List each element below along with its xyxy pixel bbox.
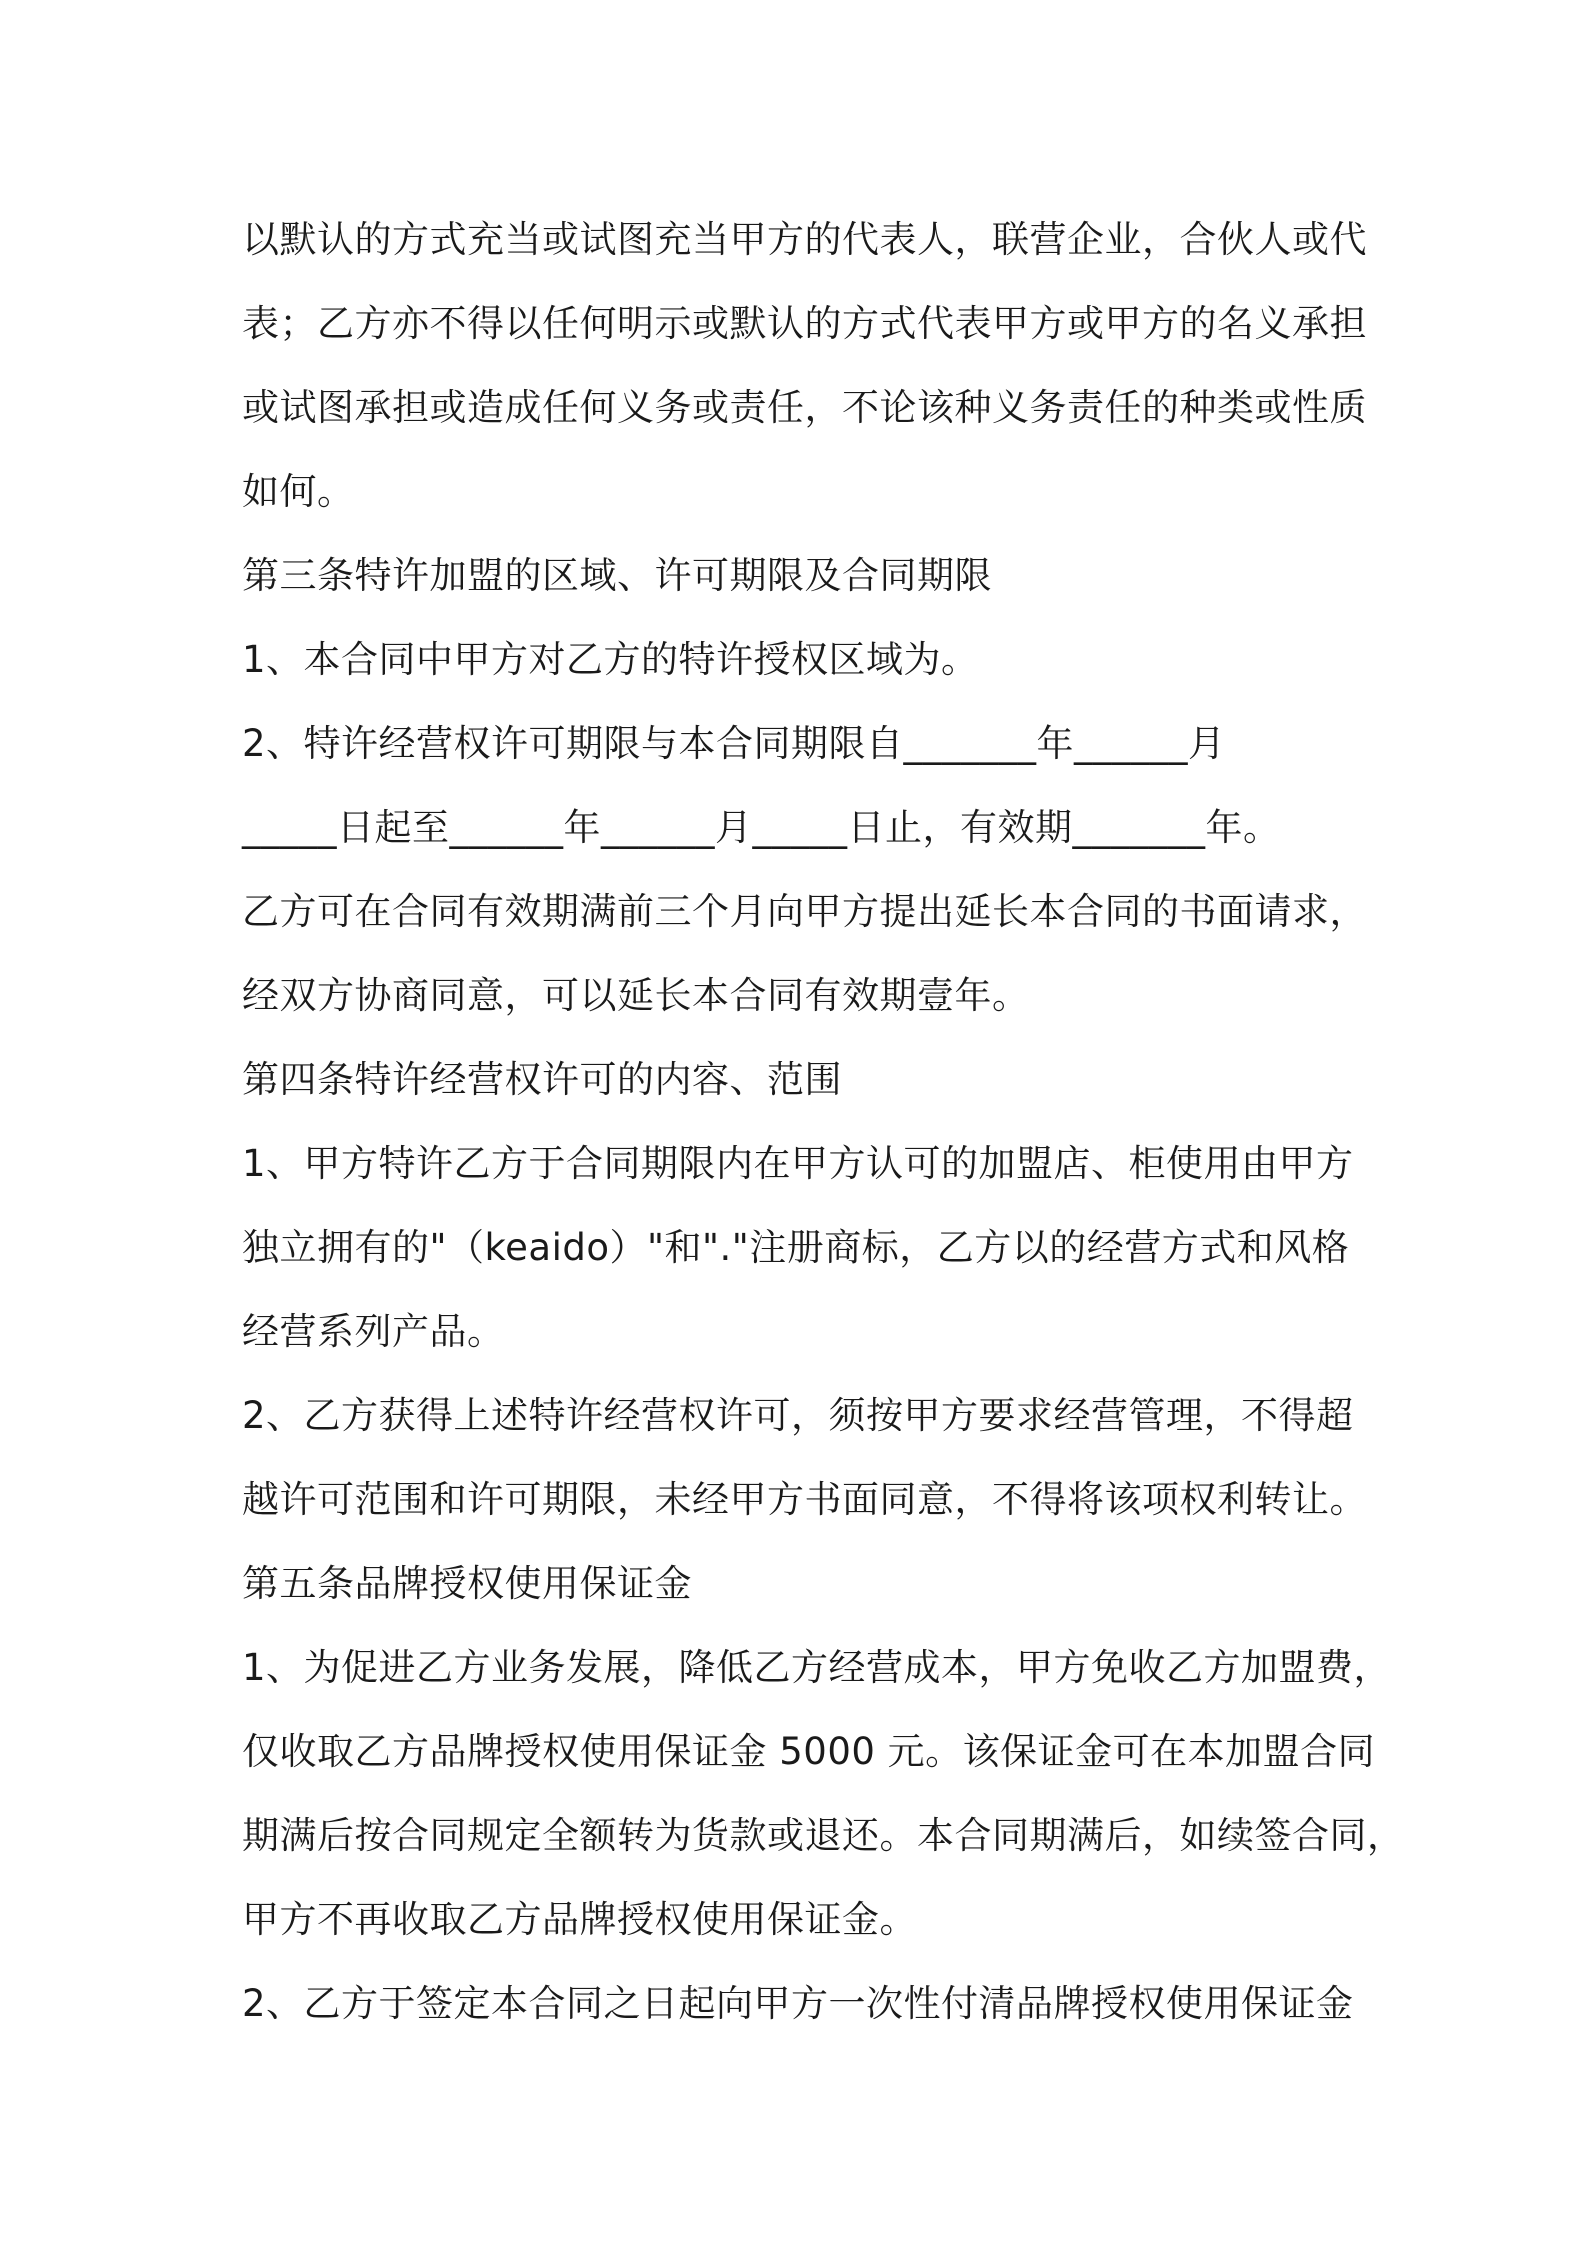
text-line: 如何。: [242, 470, 355, 513]
text-line: 仅收取乙方品牌授权使用保证金 5000 元。该保证金可在本加盟合同: [242, 1730, 1376, 1773]
text-line: 1、本合同中甲方对乙方的特许授权区域为。: [242, 638, 979, 681]
text-line: 甲方不再收取乙方品牌授权使用保证金。: [242, 1898, 917, 1941]
text-line: 独立拥有的"（keaido）"和"."注册商标，乙方以的经营方式和风格: [242, 1226, 1350, 1269]
section-heading-article-4: 第四条特许经营权许可的内容、范围: [242, 1058, 842, 1101]
section-heading-article-3: 第三条特许加盟的区域、许可期限及合同期限: [242, 554, 992, 597]
text-line: 2、特许经营权许可期限与本合同期限自_______年______月: [242, 722, 1226, 765]
section-heading-article-5: 第五条品牌授权使用保证金: [242, 1562, 692, 1605]
text-line: _____日起至______年______月_____日止，有效期_______年。: [242, 806, 1281, 849]
text-line: 以默认的方式充当或试图充当甲方的代表人，联营企业，合伙人或代: [242, 218, 1367, 261]
text-line: 期满后按合同规定全额转为货款或退还。本合同期满后，如续签合同，: [242, 1814, 1405, 1857]
text-line: 经营系列产品。: [242, 1310, 505, 1353]
document-body: [242, 198, 1405, 2046]
text-line: 越许可范围和许可期限，未经甲方书面同意，不得将该项权利转让。: [242, 1478, 1367, 1521]
text-line: 乙方可在合同有效期满前三个月向甲方提出延长本合同的书面请求，: [242, 890, 1367, 933]
text-line: 表；乙方亦不得以任何明示或默认的方式代表甲方或甲方的名义承担: [242, 302, 1367, 345]
text-line: 或试图承担或造成任何义务或责任，不论该种义务责任的种类或性质: [242, 386, 1367, 429]
text-line: 1、甲方特许乙方于合同期限内在甲方认可的加盟店、柜使用由甲方: [242, 1142, 1354, 1185]
text-line: 2、乙方获得上述特许经营权许可，须按甲方要求经营管理，不得超: [242, 1394, 1354, 1437]
text-line: 1、为促进乙方业务发展，降低乙方经营成本，甲方免收乙方加盟费，: [242, 1646, 1392, 1689]
text-line: 2、乙方于签定本合同之日起向甲方一次性付清品牌授权使用保证金: [242, 1982, 1354, 2025]
text-line: 经双方协商同意，可以延长本合同有效期壹年。: [242, 974, 1030, 1017]
